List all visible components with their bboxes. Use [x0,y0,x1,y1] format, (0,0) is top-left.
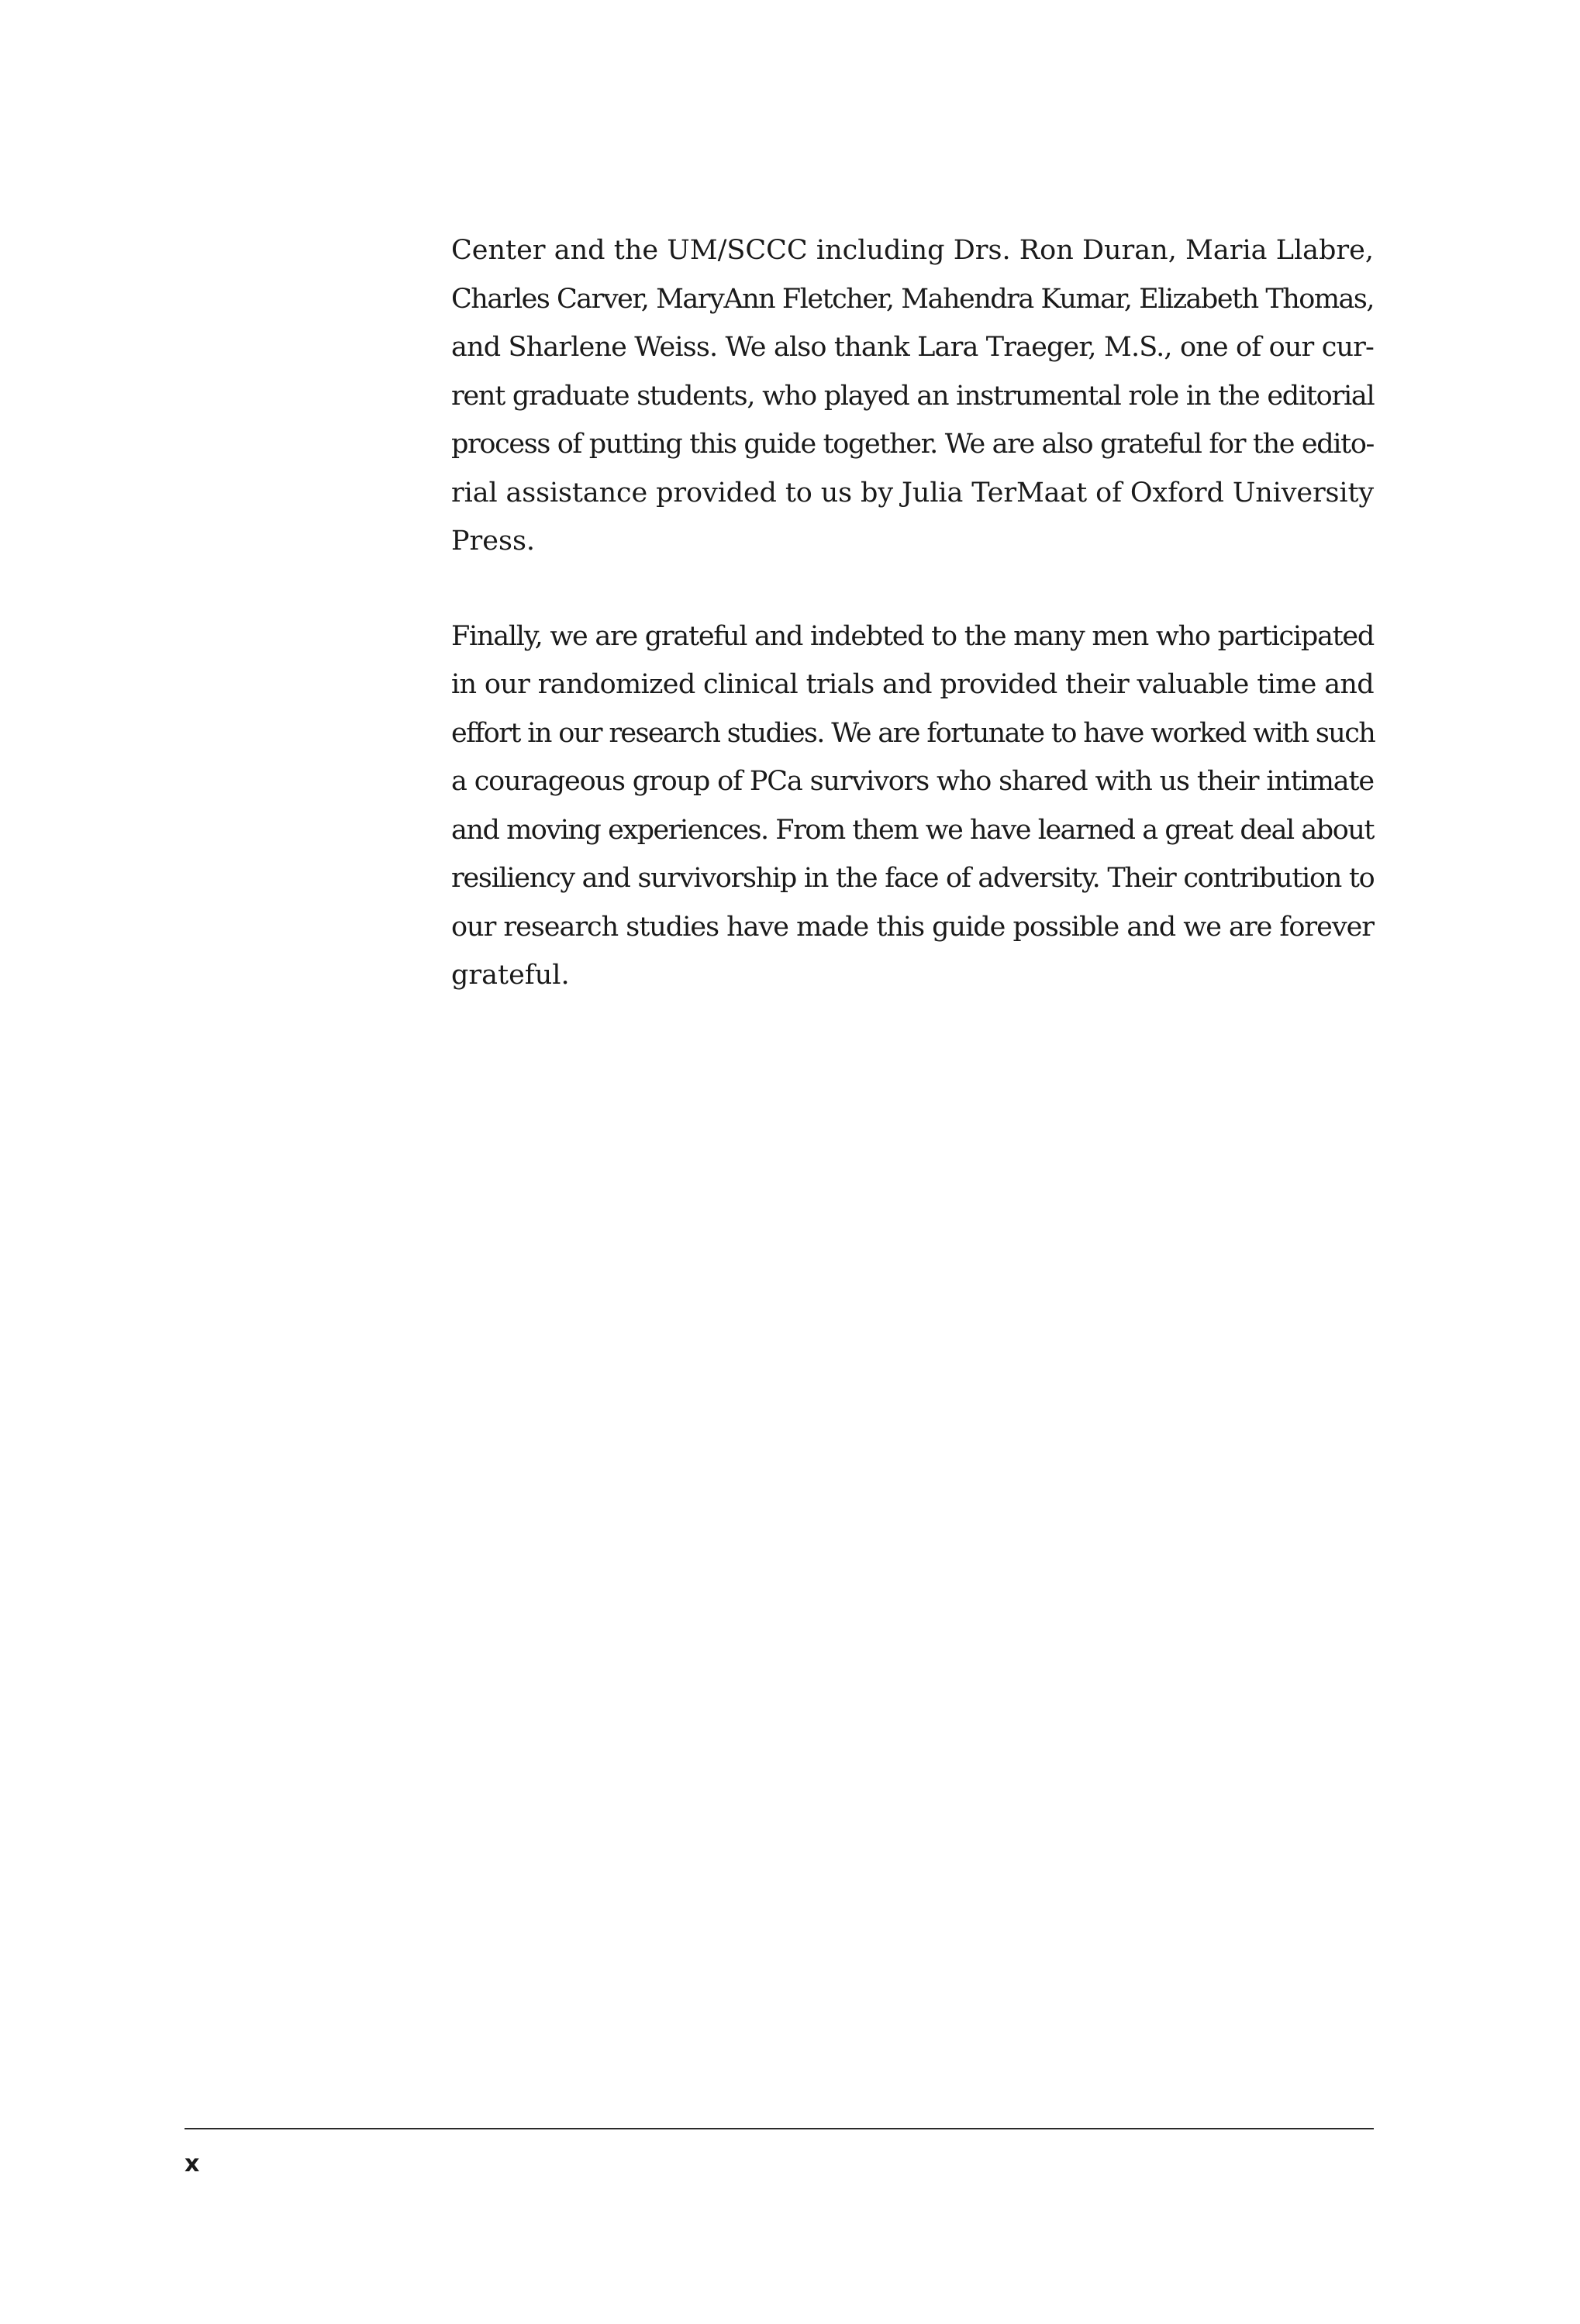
paragraph-acknowledgement-participants [451,612,1374,1000]
body-text [451,226,1374,1000]
text-line: Finally, we are grateful and indebted to the many men who participated [451,620,1374,652]
text-line: in our randomized clinical trials and provided their valuable time and [451,669,1374,700]
text-line: rial assistance provided to us by Julia TerMaat of Oxford University [451,477,1375,509]
footer-divider [185,2128,1374,2129]
text-line: our research studies have made this guide possible and we are forever [451,911,1374,943]
text-line: Charles Carver, MaryAnn Fletcher, Mahendra Kumar, Elizabeth Thomas, [451,283,1374,315]
paragraph-acknowledgement-colleagues [451,226,1374,566]
text-line: resiliency and survivorship in the face of adversity. Their contribution to [451,863,1375,894]
text-line: Press. [451,526,536,557]
text-line: Center and the UM/SCCC including Drs. Ron Duran, Maria Llabre, [451,235,1374,266]
text-line: effort in our research studies. We are fortunate to have worked with such [451,717,1375,749]
text-line: grateful. [451,960,570,991]
text-line: process of putting this guide together. We are also grateful for the edito- [451,429,1374,460]
text-line: and Sharlene Weiss. We also thank Lara Traeger, M.S., one of our cur- [451,332,1374,363]
text-line: and moving experiences. From them we have learned a great deal about [451,814,1374,846]
text-line: rent graduate students, who played an instrumental role in the editorial [451,380,1375,412]
page-number: x [185,2150,200,2177]
text-line: a courageous group of PCa survivors who shared with us their intimate [451,766,1374,797]
